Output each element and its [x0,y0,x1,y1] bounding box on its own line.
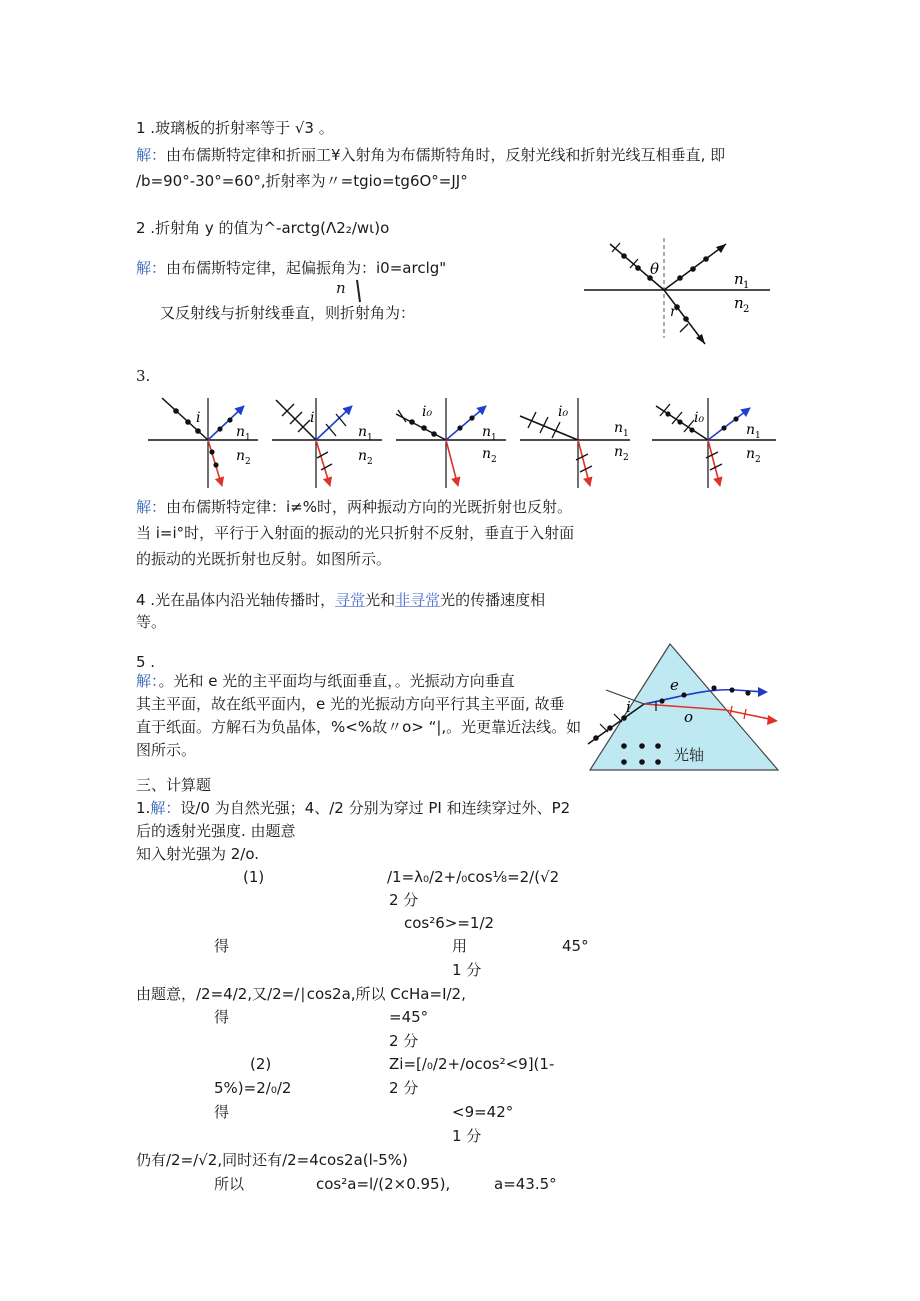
q1-solution-line1: 解：由布儒斯特定律和折丽工¥入射角为布儒斯特角时，反射光线和折射光线互相垂直, 即 [136,146,726,164]
q5-label: 5 . [136,653,156,671]
r-label: r [670,304,677,320]
svg-text:2: 2 [245,457,251,467]
q3-solution-line2: 当 i=i°时，平行于入射面的振动的光只折射不反射，垂直于入射面 [136,524,575,542]
svg-text:2: 2 [755,455,761,465]
eq1: /1=λ₀/2+/₀cos⅛=2/(√2 [387,868,560,886]
svg-text:1: 1 [623,429,629,439]
eq3: =45° [389,1008,429,1026]
part1-label: (1) [243,868,265,886]
calc-line4: 由题意，/2=4/2,又/2=/∣cos2a,所以 CcHa=I/2, [136,985,466,1003]
calc-line3: 知入射光强为 2/o. [136,845,260,863]
svg-text:n: n [482,446,492,462]
eq6: cos²a=l/(2×0.95), [316,1175,451,1193]
svg-text:i₀: i₀ [694,410,705,426]
svg-text:2: 2 [743,304,750,315]
q1-solution-line2: /b=90°-30°=60°,折射率为〃=tgio=tg6O°=JJ° [136,172,468,190]
svg-text:n: n [358,448,368,464]
solution-label: 解： [136,672,159,690]
svg-text:i₀: i₀ [558,404,569,420]
svg-text:2: 2 [623,453,629,463]
score1: 2 分 [389,891,419,909]
section-heading: 三、计算题 [136,776,212,794]
svg-text:n: n [236,424,246,440]
q2-solution-line2: 又反射线与折射线垂直，则折射角为： [160,304,416,322]
svg-text:n: n [746,446,756,462]
svg-text:i₀: i₀ [422,404,433,420]
q3-solution-line1: 解：由布儒斯特定律：i≠%时，两种振动方向的光既折射也反射。 [136,498,573,516]
q5-solution-line4: 图所示。 [136,741,197,759]
q2-answer: 2 .折射角 y 的值为^-arctg(Λ2₂/wι)o [136,219,390,237]
svg-text:n: n [614,444,624,460]
eq2: cos²6>=1/2 [404,914,495,932]
incidence-label: i [626,698,631,716]
svg-text:n: n [734,294,744,312]
svg-text:i: i [310,410,315,426]
q4-answer-line2: 等。 [136,613,167,631]
q4-answer: 4 .光在晶体内沿光轴传播时，寻常光和非寻常光的传播速度相 [136,591,546,609]
calcite-prism-diagram [586,640,786,778]
q3-label: 3. [136,367,151,385]
brewster-diagram [580,238,780,350]
svg-text:n: n [482,424,492,440]
svg-text:2: 2 [491,455,497,465]
q3-solution-line3: 的振动的光既折射也反射。如图所示。 [136,550,392,568]
eq7: a=43.5° [494,1175,557,1193]
eq5: <9=42° [452,1103,514,1121]
calc-line1: 1.解：设/0 为自然光强；4、/2 分别为穿过 PI 和连续穿过外、P2 [136,799,571,817]
score5: 1 分 [452,1127,482,1145]
score4: 2 分 [389,1079,419,1097]
solution-label: 解： [136,498,167,516]
solution-label: 解： [136,146,167,164]
extraordinary-light-link[interactable]: 非寻常 [395,591,441,609]
svg-text:n: n [358,424,368,440]
part2-label: (2) [250,1055,272,1073]
calc-line2: 后的透射光强度. 由题意 [136,822,296,840]
svg-text:n: n [734,270,744,288]
q5-solution-line2: 其主平面，故在纸平面内，e 光的光振动方向平行其主平面, 故垂 [136,695,565,713]
svg-text:1: 1 [491,433,497,443]
brewster-figures-row [140,392,780,492]
suoyi: 所以 [214,1175,245,1193]
solution-label: 解： [136,259,167,277]
svg-text:n: n [614,420,624,436]
ordinary-light-link[interactable]: 寻常 [335,591,366,609]
svg-text:2: 2 [367,457,373,467]
q5-solution-line3: 直于纸面。方解石为负晶体，%<%故〃o> “|,。光更靠近法线。如 [136,718,582,736]
svg-text:n: n [746,422,756,438]
score2: 1 分 [452,961,482,979]
q1-answer: 1 .玻璃板的折射率等于 √3 。 [136,119,334,137]
svg-text:i: i [196,410,201,426]
fraction-bar [356,280,362,304]
calc-line5: 仍有/2=/√2,同时还有/2=4cos2a(l-5%) [136,1151,408,1169]
de2: 得 [214,1008,230,1026]
yong: 用 [452,937,468,955]
o-ray-label: o [684,708,694,726]
svg-text:1: 1 [743,280,750,291]
theta-label: θ [650,260,660,278]
solution-label: 解： [150,799,181,817]
svg-text:n: n [236,448,246,464]
svg-text:1: 1 [755,431,761,441]
eq4: Zi=[/₀/2+/ocos²<9](1- [389,1055,555,1073]
svg-text:1: 1 [245,433,251,443]
svg-text:1: 1 [367,433,373,443]
score3: 2 分 [389,1032,419,1050]
optical-axis-label: 光轴 [674,746,705,764]
de3: 得 [214,1103,230,1121]
angle1: 45° [562,937,589,955]
eq4b: 5%)=2/₀/2 [214,1079,292,1097]
q5-solution-line1: 解：。光和 e 光的主平面均与纸面垂直，。光振动方向垂直 [136,672,515,690]
e-ray-label: e [670,676,679,694]
de1: 得 [214,937,230,955]
q2-solution-line1: 解：由布儒斯特定律，起偏振角为：i0=arclg" [136,259,447,277]
q2-fraction-denominator: n [336,279,346,297]
